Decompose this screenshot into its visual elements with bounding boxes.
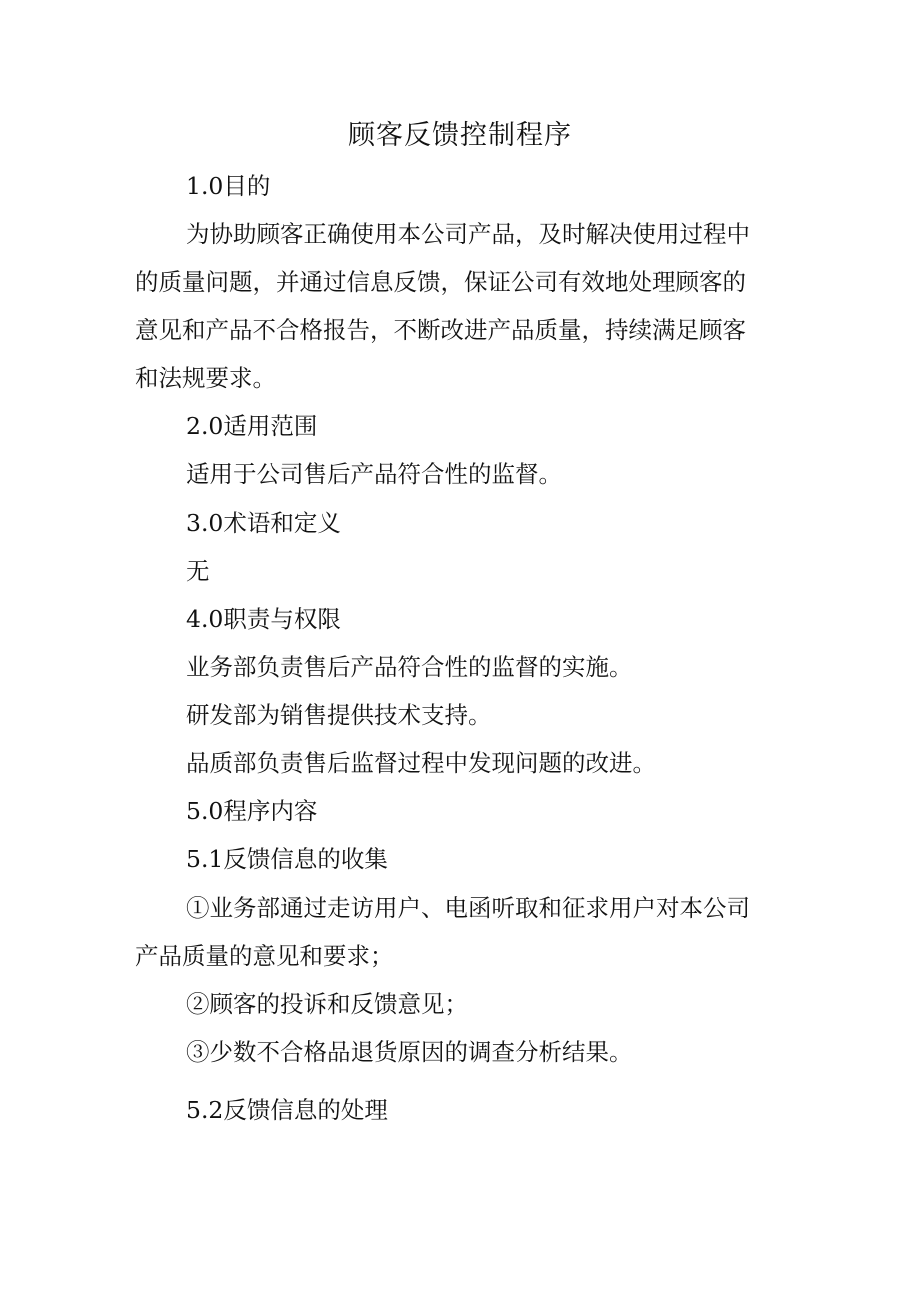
purpose-paragraph-line-3: 意见和产品不合格报告，不断改进产品质量，持续满足顾客 (135, 316, 746, 344)
responsibility-item: 业务部负责售后产品符合性的监督的实施。 (186, 653, 633, 681)
collection-item-2: ②顾客的投诉和反馈意见； (186, 990, 468, 1018)
collection-item-3: ③少数不合格品退货原因的调查分析结果。 (186, 1038, 633, 1066)
section-heading-procedure: 5.0程序内容 (186, 797, 318, 825)
purpose-paragraph-line-1: 为协助顾客正确使用本公司产品，及时解决使用过程中 (186, 220, 750, 248)
section-heading-purpose: 1.0目的 (186, 172, 271, 200)
page-title: 顾客反馈控制程序 (348, 120, 572, 151)
responsibility-item: 研发部为销售提供技术支持。 (186, 701, 492, 729)
subsection-heading-collection: 5.1反馈信息的收集 (186, 845, 388, 873)
subsection-heading-processing: 5.2反馈信息的处理 (186, 1096, 388, 1124)
section-heading-terms: 3.0术语和定义 (186, 509, 341, 537)
terms-text: 无 (186, 557, 210, 585)
section-heading-scope: 2.0适用范围 (186, 412, 318, 440)
section-heading-responsibilities: 4.0职责与权限 (186, 605, 341, 633)
collection-item-1-line-2: 产品质量的意见和要求； (135, 942, 394, 970)
purpose-paragraph-line-4: 和法规要求。 (135, 364, 276, 392)
responsibility-item: 品质部负责售后监督过程中发现问题的改进。 (186, 749, 656, 777)
collection-item-1-line-1: ①业务部通过走访用户、电函听取和征求用户对本公司 (186, 894, 750, 922)
purpose-paragraph-line-2: 的质量问题，并通过信息反馈，保证公司有效地处理顾客的 (135, 268, 746, 296)
scope-text: 适用于公司售后产品符合性的监督。 (186, 460, 562, 488)
